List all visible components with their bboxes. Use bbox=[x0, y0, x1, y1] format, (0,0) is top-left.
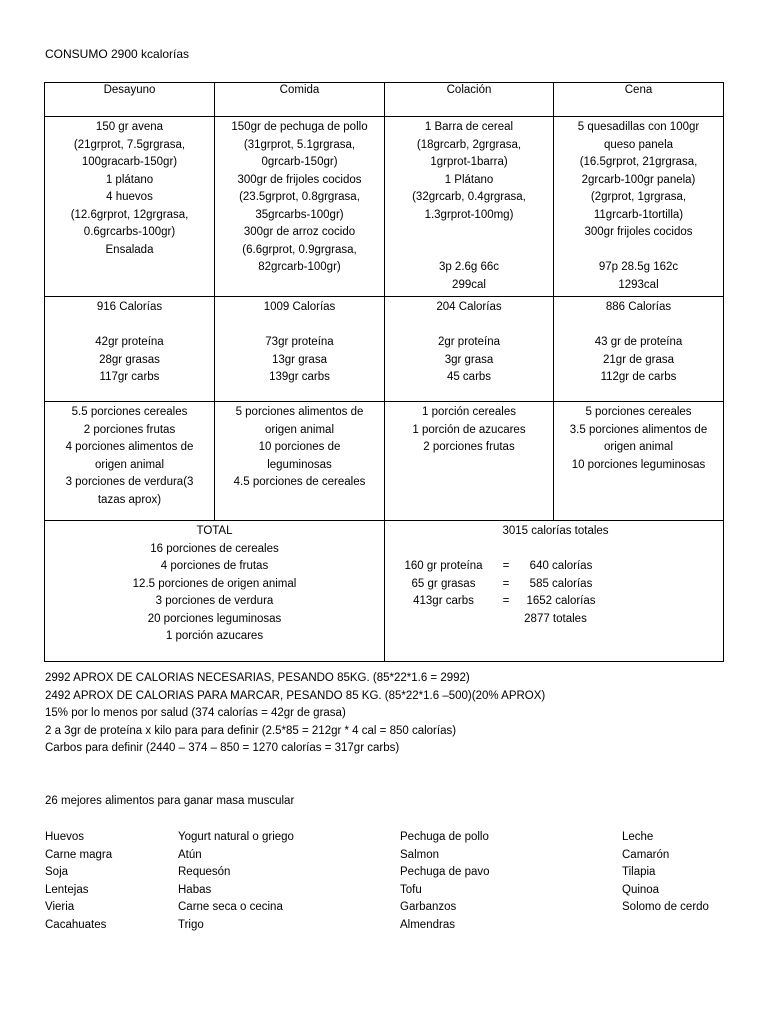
food-line: 300gr frijoles cocidos bbox=[584, 226, 693, 238]
food-line: (16.5grprot, 21grgrasa, bbox=[579, 156, 698, 168]
spacer bbox=[388, 224, 550, 242]
food-item: Atún bbox=[178, 848, 202, 861]
food-line: 1 Plátano bbox=[444, 173, 494, 186]
note-line: 15% por lo menos por salud (374 calorías = 42gr de grasa) bbox=[45, 707, 346, 719]
best-foods-title: 26 mejores alimentos para ganar masa muscular bbox=[45, 795, 295, 807]
food-item: Vieria bbox=[45, 901, 75, 913]
food-item: Yogurt natural o griego bbox=[178, 831, 294, 843]
food-line: 1.3grprot-100mg) bbox=[424, 208, 514, 221]
macro-line: 13gr grasa bbox=[272, 353, 327, 366]
equals-sign: = bbox=[502, 577, 510, 590]
header-comida: Comida bbox=[215, 83, 385, 117]
spacer bbox=[388, 242, 550, 260]
food-line: (31grprot, 5.1grgrasa, bbox=[243, 138, 356, 151]
food-line: (32grcarb, 0.4grgrasa, bbox=[412, 191, 526, 203]
colacion-macro-summary: 3p 2.6g 66c bbox=[438, 261, 500, 273]
note-line: 2492 APROX DE CALORIAS PARA MARCAR, PESANDO 85 KG. (85*22*1.6 –500)(20% APROX) bbox=[45, 689, 546, 702]
total-line: 12.5 porciones de origen animal bbox=[132, 577, 297, 590]
macro-line: 43 gr de proteína bbox=[594, 336, 683, 348]
food-item: Garbanzos bbox=[400, 901, 457, 913]
macro-label: 65 gr grasas bbox=[411, 577, 476, 590]
cell-portions-colacion bbox=[385, 402, 554, 521]
cell-total-portions bbox=[45, 521, 385, 662]
macro-line: 2gr proteína bbox=[437, 336, 500, 348]
food-item: Pechuga de pollo bbox=[400, 831, 489, 843]
food-item: Soja bbox=[45, 866, 69, 878]
equals-sign: = bbox=[502, 560, 510, 572]
portion-line: tazas aprox) bbox=[97, 493, 162, 506]
macro-calorie-row bbox=[391, 576, 720, 594]
macro-value: 640 calorías bbox=[529, 560, 593, 572]
spacer bbox=[391, 541, 720, 559]
food-item: Tilapia bbox=[622, 866, 656, 878]
calorie-notes bbox=[45, 670, 545, 758]
food-line: queso panela bbox=[603, 138, 674, 151]
cena-macro-summary: 97p 28.5g 162c bbox=[598, 261, 679, 273]
food-list-column-2 bbox=[178, 829, 294, 934]
cena-calorie-summary: 1293cal bbox=[618, 278, 659, 291]
macro-line: 21gr de grasa bbox=[603, 353, 674, 366]
cell-food-cena bbox=[554, 117, 724, 297]
total-line: 3 porciones de verdura bbox=[155, 595, 274, 607]
note-line: 2992 APROX DE CALORIAS NECESARIAS, PESANDO 85KG. (85*22*1.6 = 2992) bbox=[45, 672, 470, 684]
macro-line: 112gr de carbs bbox=[600, 371, 677, 383]
macro-line: 45 carbs bbox=[446, 371, 492, 383]
macro-line: 139gr carbs bbox=[269, 371, 330, 383]
portion-line: 4.5 porciones de cereales bbox=[233, 476, 366, 488]
colacion-calorie-summary: 299cal bbox=[452, 278, 486, 291]
food-item: Camarón bbox=[622, 848, 670, 861]
spacer bbox=[557, 317, 720, 335]
macro-calorie-row bbox=[391, 558, 720, 576]
portion-line: 10 porciones de bbox=[258, 441, 341, 453]
note-line: Carbos para definir (2440 – 374 – 850 = 1270 calorías = 317gr carbs) bbox=[45, 742, 400, 754]
spacer bbox=[218, 317, 381, 335]
spacer bbox=[388, 317, 550, 335]
cell-food-desayuno bbox=[45, 117, 215, 297]
portion-line: origen animal bbox=[603, 441, 674, 453]
cell-calories-colacion bbox=[385, 297, 554, 402]
cell-portions-comida bbox=[215, 402, 385, 521]
food-list-column-4 bbox=[622, 829, 709, 917]
food-item: Habas bbox=[178, 883, 212, 896]
food-line: (6.6grprot, 0.9grgrasa, bbox=[242, 243, 357, 256]
equals-sign: = bbox=[502, 595, 510, 607]
food-item: Tofu bbox=[400, 883, 422, 896]
macro-line: 28gr grasas bbox=[99, 353, 160, 366]
table-row-total bbox=[45, 521, 724, 662]
table-row-calories bbox=[45, 297, 724, 402]
portion-line: 5 porciones cereales bbox=[585, 406, 692, 418]
meal-plan-table bbox=[44, 82, 724, 662]
cell-calories-comida bbox=[215, 297, 385, 402]
food-line: 0.6grcarbs-100gr) bbox=[83, 226, 176, 238]
food-item: Carne seca o cecina bbox=[178, 901, 283, 913]
food-line: 5 quesadillas con 100gr bbox=[577, 121, 700, 133]
document-heading: CONSUMO 2900 kcalorías bbox=[45, 47, 190, 61]
food-item: Huevos bbox=[45, 831, 84, 843]
food-line: (2grprot, 1grgrasa, bbox=[590, 191, 687, 203]
cell-portions-desayuno bbox=[45, 402, 215, 521]
cell-food-colacion bbox=[385, 117, 554, 297]
portion-line: leguminosas bbox=[267, 458, 332, 471]
portion-line: 2 porciones frutas bbox=[423, 441, 515, 453]
portion-line: 5.5 porciones cereales bbox=[71, 406, 188, 418]
calorie-total: 1009 Calorías bbox=[263, 301, 336, 313]
food-line: (23.5grprot, 0.8grgrasa, bbox=[239, 191, 360, 203]
food-line: 1 Barra de cereal bbox=[424, 121, 514, 133]
portion-line: 4 porciones alimentos de bbox=[65, 441, 194, 453]
food-item: Carne magra bbox=[45, 848, 113, 861]
food-item: Cacahuates bbox=[45, 918, 107, 931]
food-line: (12.6grprot, 12grgrasa, bbox=[70, 208, 189, 221]
calorie-total: 204 Calorías bbox=[436, 301, 502, 313]
macro-value: 585 calorías bbox=[529, 577, 593, 590]
food-item: Pechuga de pavo bbox=[400, 866, 490, 878]
portion-line: 5 porciones alimentos de bbox=[235, 406, 364, 418]
portion-line: 2 porciones frutas bbox=[83, 423, 176, 436]
food-line: 150 gr avena bbox=[95, 121, 164, 133]
macro-label: 160 gr proteína bbox=[404, 560, 483, 572]
cell-food-comida bbox=[215, 117, 385, 297]
table-row-food bbox=[45, 117, 724, 297]
food-item: Requesón bbox=[178, 866, 231, 878]
macro-value: 1652 calorías bbox=[526, 595, 596, 607]
food-line: 11grcarb-1tortilla) bbox=[593, 208, 684, 221]
food-line: 35grcarbs-100gr) bbox=[255, 208, 344, 221]
macro-line: 73gr proteína bbox=[265, 336, 334, 348]
macro-line: 3gr grasa bbox=[444, 353, 494, 366]
food-list-column-1 bbox=[45, 829, 112, 934]
cell-portions-cena bbox=[554, 402, 724, 521]
food-line: (18grcarb, 2grgrasa, bbox=[416, 138, 522, 151]
food-list-column-3 bbox=[400, 829, 490, 934]
total-label: TOTAL bbox=[196, 525, 233, 537]
cell-total-calories bbox=[385, 521, 724, 662]
food-item: Almendras bbox=[400, 918, 455, 931]
portion-line: 1 porción de azucares bbox=[412, 423, 526, 436]
total-line: 20 porciones leguminosas bbox=[147, 612, 282, 625]
portion-line: origen animal bbox=[264, 423, 335, 436]
macro-line: 117gr carbs bbox=[99, 371, 160, 383]
portion-line: 3 porciones de verdura(3 bbox=[65, 476, 194, 488]
food-line: 4 huevos bbox=[106, 191, 153, 203]
total-line: 4 porciones de frutas bbox=[160, 560, 269, 572]
food-item: Quinoa bbox=[622, 883, 660, 896]
food-item: Leche bbox=[622, 831, 654, 843]
food-line: (21grprot, 7.5grgrasa, bbox=[73, 138, 186, 151]
cell-calories-cena bbox=[554, 297, 724, 402]
note-line: 2 a 3gr de proteína x kilo para para definir (2.5*85 = 212gr * 4 cal = 850 calorías) bbox=[45, 724, 457, 737]
food-line: 82grcarb-100gr) bbox=[258, 261, 341, 273]
food-line: 150gr de pechuga de pollo bbox=[231, 121, 368, 133]
header-cena: Cena bbox=[554, 83, 724, 117]
food-item: Lentejas bbox=[45, 883, 89, 896]
header-desayuno: Desayuno bbox=[45, 83, 215, 117]
food-line: 100gracarb-150gr) bbox=[81, 156, 178, 168]
macro-calorie-row bbox=[391, 593, 720, 611]
portion-line: 1 porción cereales bbox=[422, 406, 516, 418]
spacer bbox=[557, 242, 720, 260]
food-line: 2grcarb-100gr panela) bbox=[581, 173, 696, 186]
total-line: 1 porción azucares bbox=[165, 630, 264, 642]
food-item: Salmon bbox=[400, 848, 439, 861]
portion-line: 10 porciones leguminosas bbox=[571, 458, 706, 471]
food-line: 1grprot-1barra) bbox=[430, 156, 508, 168]
food-line: 1 plátano bbox=[105, 173, 154, 186]
calorie-total: 886 Calorías bbox=[605, 301, 672, 313]
food-line: 0grcarb-150gr) bbox=[261, 156, 338, 168]
total-line: 16 porciones de cereales bbox=[150, 542, 279, 555]
food-item: Trigo bbox=[178, 918, 204, 931]
table-row-portions bbox=[45, 402, 724, 521]
cell-calories-desayuno bbox=[45, 297, 215, 402]
calorie-total: 916 Calorías bbox=[96, 301, 163, 313]
macro-line: 42gr proteína bbox=[95, 336, 164, 348]
table-header-row bbox=[45, 83, 724, 117]
grand-total: 2877 totales bbox=[524, 612, 587, 625]
header-colacion: Colación bbox=[385, 83, 554, 117]
food-line: 300gr de frijoles cocidos bbox=[237, 173, 362, 186]
total-calories-title: 3015 calorías totales bbox=[502, 525, 609, 537]
macro-label: 413gr carbs bbox=[413, 595, 474, 607]
food-item: Solomo de cerdo bbox=[622, 901, 709, 913]
food-line: 300gr de arroz cocido bbox=[243, 226, 356, 238]
food-line: Ensalada bbox=[105, 243, 154, 256]
spacer bbox=[48, 317, 211, 335]
portion-line: 3.5 porciones alimentos de bbox=[569, 423, 708, 436]
portion-line: origen animal bbox=[94, 458, 165, 471]
